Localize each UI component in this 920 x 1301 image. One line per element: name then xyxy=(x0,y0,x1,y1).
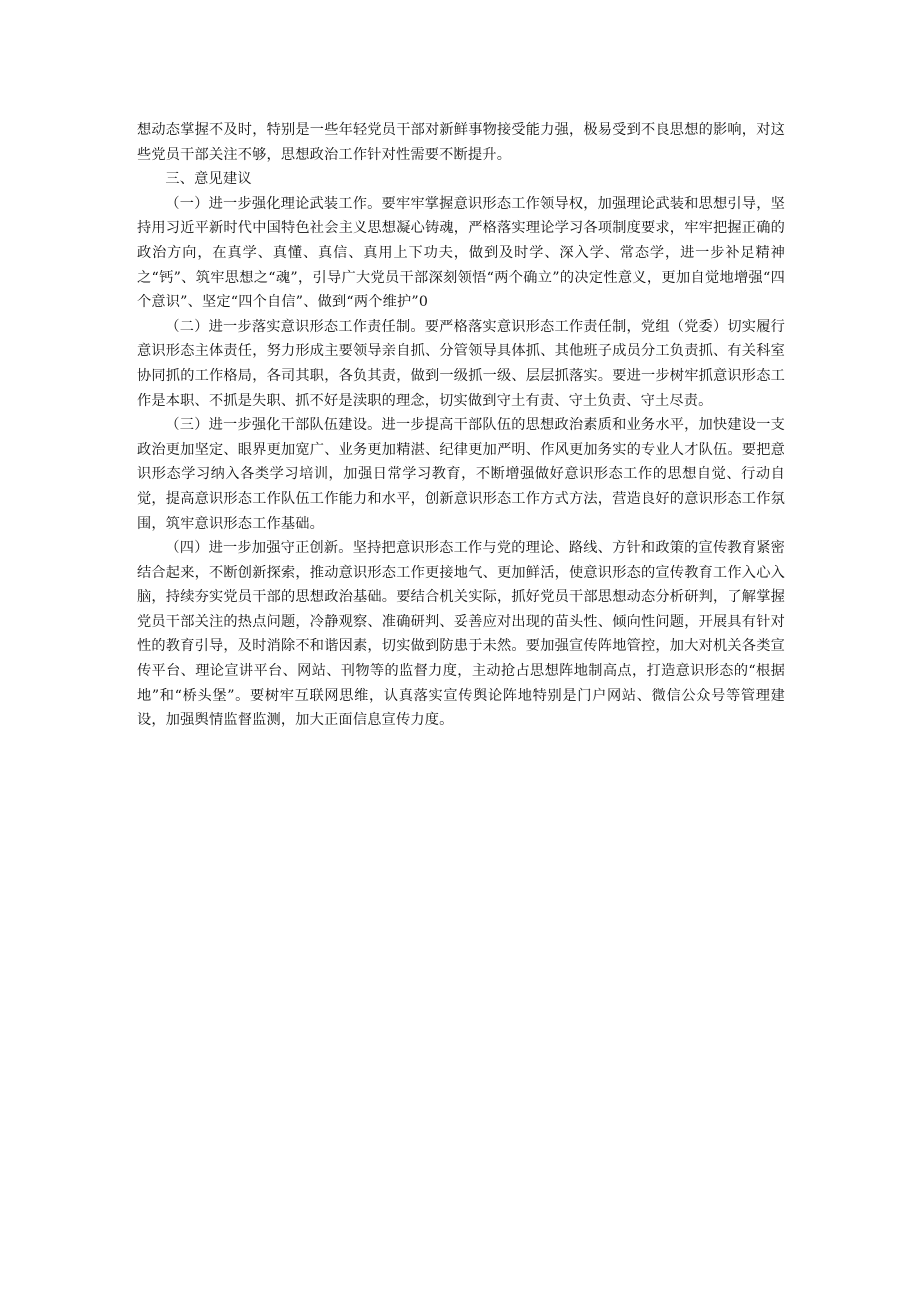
section-heading: 三、意见建议 xyxy=(165,171,252,188)
paragraph-1: （一）进一步强化理论武装工作。要牢牢掌握意识形态工作领导权，加强理论武装和思想引导，坚持用习近平新时代中国特色社会主义思想凝心铸魂，严格落实理论学习各项制度要求，牢牢把握正确的政治方向，在真学、真懂、真信、真用上下功夫，做到及时学、深入学、常态学，进一步补足精神之“钙”、筑牢思想之“魂”，引导广大党员干部深刻领悟“两个确立”的决定性意义，更加自觉地增强“四个意识”、坚定“四个自信”、做到“两个维护”0 xyxy=(137,195,785,311)
paragraph-3: （三）进一步强化干部队伍建设。进一步提高干部队伍的思想政治素质和业务水平，加快建设一支政治更加坚定、眼界更加宽广、业务更加精湛、纪律更加严明、作风更加务实的专业人才队伍。要把意识形态学习纳入各类学习培训，加强日常学习教育，不断增强做好意识形态工作的思想自觉、行动自觉，提高意识形态工作队伍工作能力和水平，创新意识形态工作方式方法，营造良好的意识形态工作氛围，筑牢意识形态工作基础。 xyxy=(137,417,785,532)
paragraph-2: （二）进一步落实意识形态工作责任制。要严格落实意识形态工作责任制，党组（党委）切实履行意识形态主体责任，努力形成主要领导亲自抓、分管领导具体抓、其他班子成员分工负责抓、有关科室协同抓的工作格局，各司其职，各负其责，做到一级抓一级、层层抓落实。要进一步树牢抓意识形态工作是本职、不抓是失职、抓不好是渎职的理念，切实做到守土有责、守土负责、守土尽责。 xyxy=(137,318,785,409)
paragraph-4: （四）进一步加强守正创新。坚持把意识形态工作与党的理论、路线、方针和政策的宣传教育紧密结合起来，不断创新探索，推动意识形态工作更接地气、更加鲜活，使意识形态的宣传教育工作入心入脑，持续夯实党员干部的思想政治基础。要结合机关实际，抓好党员干部思想动态分析研判，了解掌握党员干部关注的热点问题，冷静观察、准确研判、妥善应对出现的苗头性、倾向性问题，开展具有针对性的教育引导，及时消除不和谐因素，切实做到防患于未然。要加强宣传阵地管控，加大对机关各类宣传平台、理论宣讲平台、网站、刊物等的监督力度，主动抢占思想阵地制高点，打造意识形态的“根据地”和“桥头堡”。要树牢互联网思维，认真落实宣传舆论阵地特别是门户网站、微信公众号等管理建设，加强舆情监督监测，加大正面信息宣传力度。 xyxy=(137,540,785,729)
continuation-paragraph: 想动态掌握不及时，特别是一些年轻党员干部对新鲜事物接受能力强，极易受到不良思想的影响，对这些党员干部关注不够，思想政治工作针对性需要不断提升。 xyxy=(137,122,785,163)
document-page xyxy=(137,118,785,733)
